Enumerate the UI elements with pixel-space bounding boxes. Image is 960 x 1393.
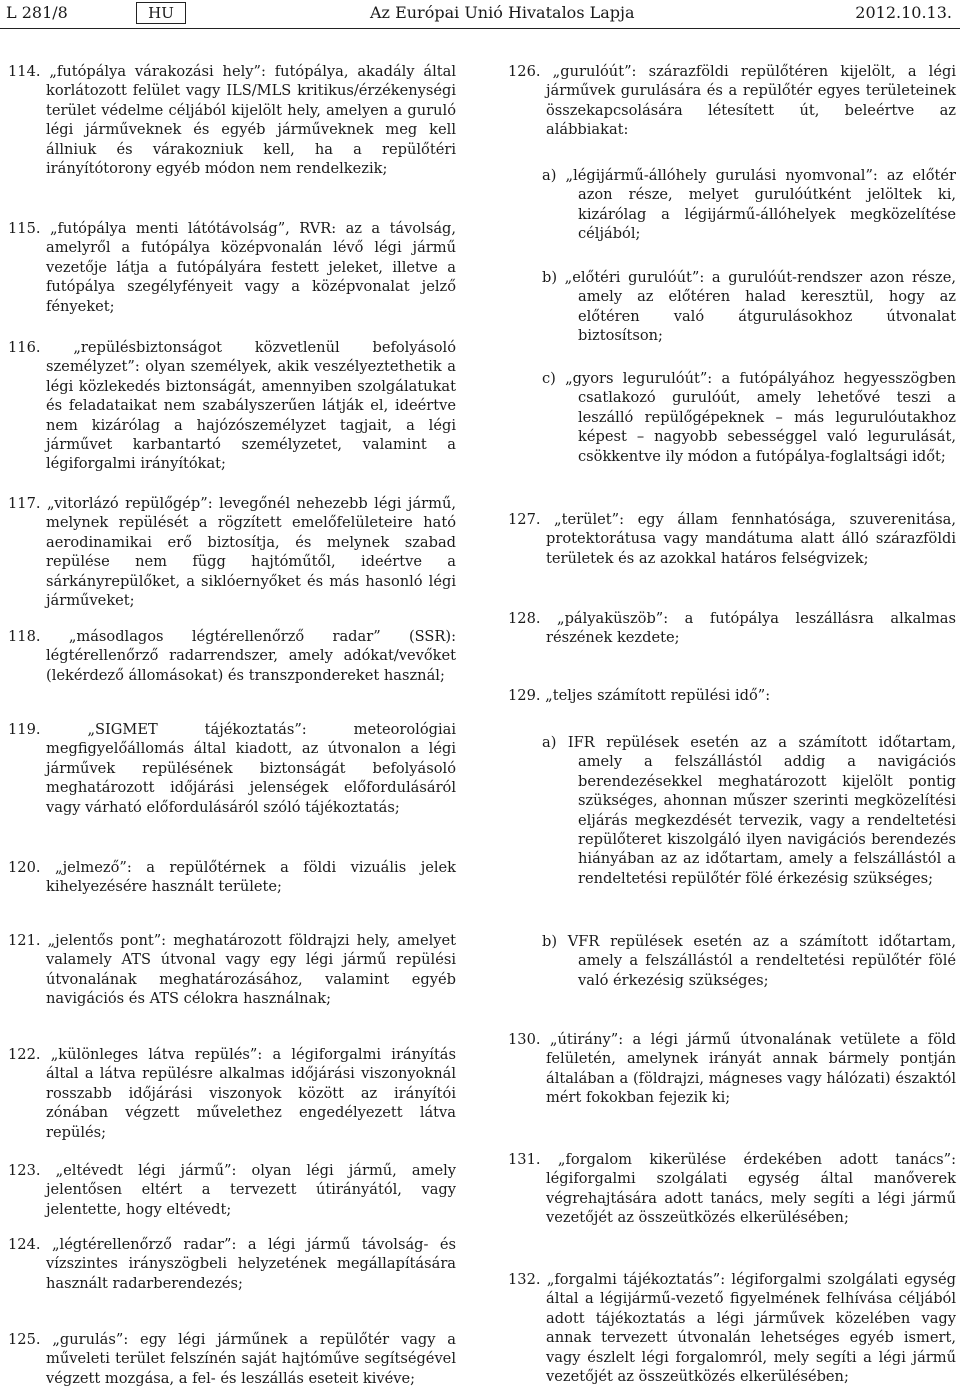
definition-117: 117. „vitorlázó repülőgép”: levegőnél nehezebb légi jármű, melynek repülését a rögzített emelőfelületeire ható aerodinamikai erő biztosítja, és melynek szabad repülése nem függ hajtóműtől, ideértve a sárkányrepülőket, a siklóernyőket és más hasonló légi járműveket; [8,495,457,610]
definition-116: 116. „repülésbiztonságot közvetlenül befolyásoló személyzet”: olyan személyek, akik veszélyeztethetik a légi közlekedés biztonságát, amennyiben szolgálatukat és feladataikat nem szabályszerűen látják el, ideértve nem kizárólag a hajózószemélyzet tagjait, a légi járművet karbantartó személyzetet, valamint a légiforgalmi irányítókat; [8,339,456,473]
definition-115: 115. „futópálya menti látótávolság”, RVR: az a távolság, amelyről a futópálya középvonalán lévő légi jármű vezetője látja a futópályára festett jeleket, illetve a futópálya szegélyfényeit vagy a középvonalat jelző fényeket; [8,220,457,315]
page-number: L 281/8 [6,3,68,22]
definition-131: 131. „forgalom kikerülése érdekében adott tanács”: légiforgalmi szolgálati egység által manőverek végrehajtására adott tanács, mely segíti a légi jármű vezetőjét az összeütközés elkerülésében; [508,1151,956,1227]
definition-114: 114. „futópálya várakozási hely”: futópálya, akadály által korlátozott felület vagy ILS/MLS kritikus/érzékenységi terület védelme céljából kijelölt hely, amelyen a guruló légi járműveknek és egyéb járműveknek meg kell állniuk és várakozniuk kell, ha a repülőtéri irányítótorony egyéb módon nem rendelkezik; [8,63,457,178]
definition-129: 129. „teljes számított repülési idő”: [508,687,771,704]
definition-129-a: a) IFR repülések esetén az a számított időtartam, amely a felszállástól addig a navigációs berendezésekkel meghatározott kijelölt pontig szükséges, ahonnan műszer szerinti megközelítési eljárás megkezdését tervezik, vagy a rendeltetési repülőteret kiszolgáló ilyen navigációs berendezés hiányában az az időtartam, amely a felszállástól a rendeltetési repülőtér fölé érkezésig szükséges; [542,734,956,887]
definition-126-a: a) „légijármű-állóhely gurulási nyomvonal”: az előtér azon része, melyet gurulóútként jelöltek ki, kizárólag a légijármű-állóhelyek megközelítése céljából; [542,167,956,243]
language-badge: HU [136,2,186,24]
definition-125: 125. „gurulás”: egy légi járműnek a repülőtér vagy a műveleti terület felszínén saját hajtóműve segítségével végzett mozgása, a fel- és leszállás eseteit kivéve; [8,1331,457,1387]
definition-126: 126. „gurulóút”: szárazföldi repülőtéren kijelölt, a légi járművek gurulására és a repülőtér egyes területeinek összekapcsolására létesített út, beleértve az alábbiakat: [508,63,956,139]
definition-118: 118. „másodlagos légtérellenőrző radar” (SSR): légtérellenőrző radarrendszer, amely adókat/vevőket (lekérdező állomásokat) és transzpondereket használ; [8,628,456,684]
definition-124: 124. „légtérellenőrző radar”: a légi jármű távolság- és vízszintes irányszögbeli helyzetének megállapítására használt radarberendezés; [8,1236,456,1292]
definition-119: 119. „SIGMET tájékoztatás”: meteorológiai megfigyelőállomás által kiadott, az útvonalon a légi járművek repülésének biztonságát befolyásoló meghatározott időjárási jelenségek előfordulásáról vagy várható előfordulásáról szóló tájékoztatás; [8,721,456,816]
definition-132: 132. „forgalmi tájékoztatás”: légiforgalmi szolgálati egység által a légijármű-vezető figyelmének felhívása céljából adott tájékoztatás a légi járművek közelében vagy annak tervezett útvonalán lehetséges egyéb ismert, vagy észlelt légi forgalomról, mely segíti a légi jármű vezetőjét az összeütközés elkerülésében; [508,1271,956,1386]
definition-126-b: b) „előtéri gurulóút”: a gurulóút-rendszer azon része, amely az előtéren halad keresztül, hogy az előtéren való átgurulásokhoz útvonalat biztosítson; [542,269,957,345]
definition-122: 122. „különleges látva repülés”: a légiforgalmi irányítás által a látva repülésre alkalmas időjárási viszonyoknál rosszabb időjárási viszonyok között az irányítói zónában végzett művelethez engedélyezett látva repülés; [8,1046,456,1141]
issue-date: 2012.10.13. [855,3,952,22]
definition-120: 120. „jelmező”: a repülőtérnek a földi vizuális jelek kihelyezésére használt területe; [8,859,456,896]
definition-129-b: b) VFR repülések esetén az a számított időtartam, amely a felszállástól a rendeltetési repülőtér fölé való érkezésig szükséges; [542,933,956,989]
definition-123: 123. „eltévedt légi jármű”: olyan légi jármű, amely jelentősen eltért a tervezett útirányától, vagy jelentette, hogy eltévedt; [8,1162,456,1218]
page-header [0,0,960,29]
definition-127: 127. „terület”: egy állam fennhatósága, szuverenitása, protektorátusa vagy mandátuma alatt álló szárazföldi területek és az azokkal határos felségvizek; [508,511,956,567]
definition-130: 130. „útirány”: a légi jármű útvonalának vetülete a föld felületén, amelynek irányát annak bármely pontján általában a (földrajzi, mágneses vagy hálózati) északtól mért fokokban fejezik ki; [508,1031,957,1107]
journal-title: Az Európai Unió Hivatalos Lapja [370,3,635,22]
definition-126-c: c) „gyors legurulóút”: a futópályához hegyesszögben csatlakozó gurulóút, amely lehetővé teszi a leszálló repülőgépeknek – más legurulóutakhoz képest – nagyobb sebességgel való legurulását, csökkentve ily módon a futópálya-foglaltsági időt; [542,370,956,465]
definition-121: 121. „jelentős pont”: meghatározott földrajzi hely, amelyet valamely ATS útvonal vagy egy légi jármű repülési útvonalának meghatározásához, valamint egyéb navigációs és ATS célokra használnak; [8,932,457,1008]
definition-128: 128. „pályaküszöb”: a futópálya leszállásra alkalmas részének kezdete; [508,610,957,647]
